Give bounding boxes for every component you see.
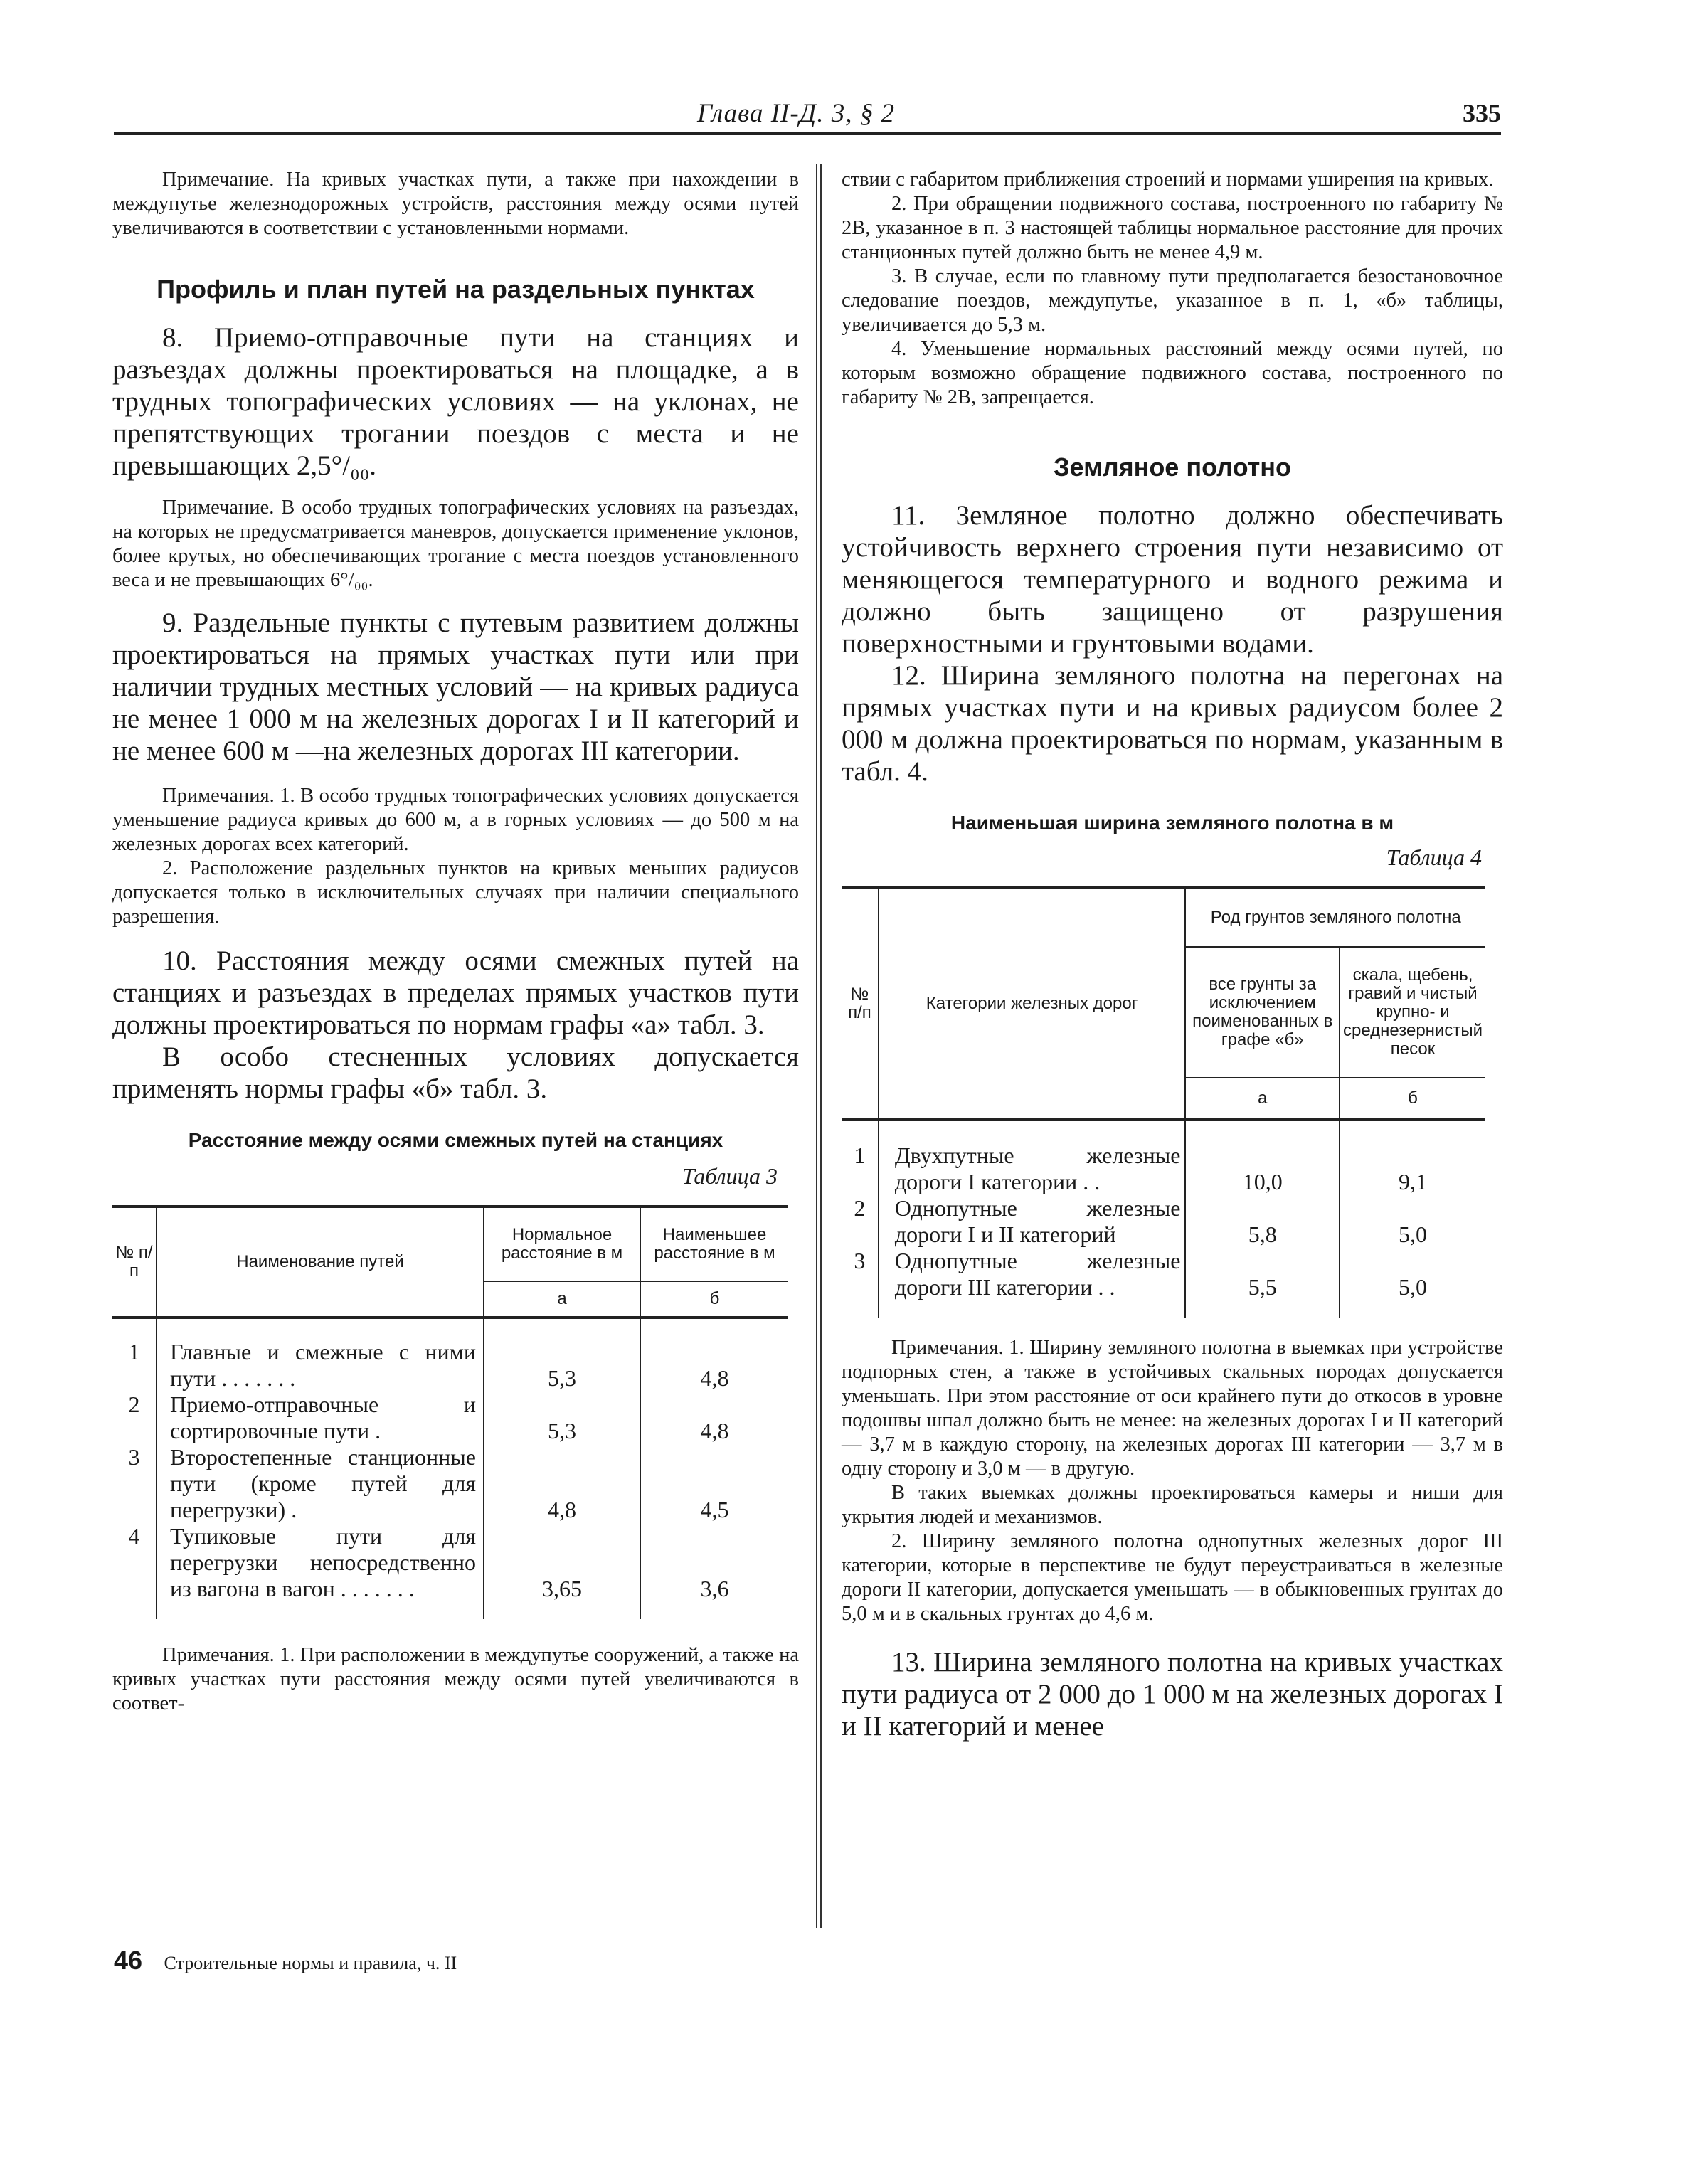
row-name: Главные и смежные с ними пути . . . . . . . — [157, 1339, 484, 1391]
row-value-a: 4,8 — [484, 1444, 640, 1523]
row-number: 4 — [112, 1523, 157, 1602]
clause-8: 8. Приемо-отправочные пути на станциях и разъездах должны проектироваться на площадке, а в трудных топографических условиях — на уклонах, не препятствующих трогании поездов с места и не превышающих 2,5°/₀₀. — [112, 322, 799, 481]
row-value-b: 5,0 — [1399, 1221, 1427, 1247]
note-clause-12-1b: В таких выемках должны проектироваться камеры и ниши для укрытия людей и механизмов. — [842, 1482, 1503, 1528]
clause-10-b: В особо стесненных условиях допускается применять нормы графы «б» табл. 3. — [112, 1041, 799, 1104]
row-value-b: 5,0 — [1399, 1274, 1427, 1300]
row-name: Тупиковые пути для перегрузки непосредственно из вагона в вагон . . . . . . . — [157, 1523, 484, 1602]
table-3-header-a: Нормальное расстояние в м — [484, 1207, 640, 1281]
row-value-a: 5,3 — [484, 1391, 640, 1444]
table-row — [112, 1523, 788, 1602]
table-4-header-a: все грунты за исключением поименованных в графе «б» — [1185, 947, 1340, 1078]
table-3-sub-a: а — [484, 1281, 640, 1318]
note-paragraph: Примечание. На кривых участках пути, а также при нахождении в междупутье железнодорожных устройств, расстояния между осями путей увеличиваются в соответствии с установленными нормами. — [112, 169, 799, 239]
note-clause-12-1: Примечания. 1. Ширину земляного полотна в выемках при устройстве подпорных стен, а также в устойчивых скальных породах допускается уменьшать. При этом расстояние от оси крайнего пути до откосов в уровне подошвы шпал должно быть не менее: на железных дорогах I и II категорий — 3,7 м в каждую сторону, на железных дорогах III категории — 3,7 м в одну сторону и 3,0 м — в другую. — [842, 1337, 1503, 1480]
note-clause-10-4: 4. Уменьшение нормальных расстояний между осями путей, по которым возможно обращение подвижного состава, построенного по габариту № 2В, запрещается. — [842, 338, 1503, 408]
note-clause-10: Примечания. 1. При расположении в междупутье сооружений, а также на кривых участках пути расстояния между осями путей увеличиваются в соответ- — [112, 1644, 799, 1714]
table-3-label: Таблица 3 — [682, 1163, 778, 1189]
row-name: Приемо-отправочные и сортировочные пути . — [157, 1391, 484, 1444]
row-name: Однопутные железные дороги III категории . . — [879, 1248, 1186, 1300]
footer-page-number: 46 — [114, 1946, 143, 1975]
row-number: 2 — [842, 1195, 879, 1248]
table-4-sub-b: б — [1408, 1088, 1418, 1108]
table-4-header-b: скала, щебень, гравий и чистый крупно- и среднезернистый песок — [1340, 947, 1485, 1078]
row-number: 3 — [842, 1248, 879, 1300]
table-row — [842, 1143, 1485, 1195]
table-row — [112, 1444, 788, 1523]
table-4-header-name: Категории железных дорог — [879, 888, 1186, 1120]
row-value-b: 4,5 — [700, 1497, 729, 1522]
section-heading: Профиль и план путей на раздельных пунктах — [157, 275, 755, 304]
row-number: 1 — [842, 1143, 879, 1195]
note-clause-9-2: 2. Расположение раздельных пунктов на кривых меньших радиусов допускается только в исключительных случаях при наличии специального разрешения. — [112, 857, 799, 928]
clause-11: 11. Земляное полотно должно обеспечивать устойчивость верхнего строения пути независимо от меняющегося температурного и водного режима и должно быть защищено от разрушения поверхностными и грунтовыми водами. — [842, 500, 1503, 659]
row-name: Однопутные железные дороги I и II категорий — [879, 1195, 1186, 1248]
page-footer — [114, 1946, 457, 1976]
table-4-label: Таблица 4 — [1386, 844, 1482, 870]
clause-12: 12. Ширина земляного полотна на перегонах на прямых участках пути и на кривых радиусом более 2 000 м должна проектироваться по нормам, указанным в табл. 4. — [842, 660, 1503, 787]
row-value-b: 4,8 — [700, 1418, 729, 1443]
table-4-title: Наименьшая ширина земляного полотна в м — [950, 812, 1394, 834]
header-rule — [114, 132, 1501, 135]
row-number: 3 — [112, 1444, 157, 1523]
row-value-a: 10,0 — [1185, 1143, 1340, 1195]
row-name: Двухпутные железные дороги I категории . . — [879, 1143, 1186, 1195]
table-3-header-name: Наименование путей — [157, 1207, 484, 1318]
row-value-a: 5,5 — [1185, 1248, 1340, 1300]
note-clause-10-3: 3. В случае, если по главному пути предполагается безостановочное следование поездов, междупутье, указанное в п. 1, «б» таблицы, увеличивается до 5,3 м. — [842, 265, 1503, 336]
row-value-b: 3,6 — [700, 1576, 729, 1601]
clause-9: 9. Раздельные пункты с путевым развитием должны проектироваться на прямых участках пути или при наличии трудных местных условий — на кривых радиуса не менее 1 000 м на железных дорогах I и II категорий и не менее 600 м —на железных дорогах III категории. — [112, 608, 799, 766]
row-value-b: 4,8 — [700, 1365, 729, 1391]
note-clause-9-1: Примечания. 1. В особо трудных топографических условиях допускается уменьшение радиуса кривых до 600 м, а в горных условиях — до 500 м на железных дорогах всех категорий. — [112, 785, 799, 855]
table-row — [842, 1248, 1485, 1300]
row-value-a: 5,3 — [484, 1339, 640, 1391]
row-number: 2 — [112, 1391, 157, 1444]
clause-13: 13. Ширина земляного полотна на кривых участках пути радиуса от 2 000 до 1 000 м на железных дорогах I и II категорий и менее — [842, 1647, 1503, 1742]
note-clause-8: Примечание. В особо трудных топографических условиях на разъездах, на которых не предусматривается маневров, допускается применение уклонов, более крутых, но обеспечивающих трогание с места поездов установленного веса и не превышающих 6°/₀₀. — [112, 497, 799, 591]
table-row — [112, 1339, 788, 1391]
running-title: Глава II-Д. 3, § 2 — [697, 99, 895, 128]
page-number: 335 — [1463, 99, 1501, 127]
page-header — [114, 98, 1501, 134]
note-continuation: ствии с габаритом приближения строений и нормами уширения на кривых. — [842, 169, 1494, 191]
table-3-sub-b: б — [709, 1289, 720, 1308]
table-row — [842, 1195, 1485, 1248]
row-name: Второстепенные станционные пути (кроме путей для перегрузки) . — [157, 1444, 484, 1523]
section-heading: Земляное полотно — [1053, 452, 1292, 482]
table-3-header-num: № п/п — [112, 1207, 157, 1318]
left-column — [112, 164, 799, 1716]
table-4-header-group: Род грунтов земляного полотна — [1185, 888, 1485, 947]
row-number: 1 — [112, 1339, 157, 1391]
table-row — [112, 1391, 788, 1444]
table-4 — [842, 886, 1485, 1318]
note-clause-12-2: 2. Ширину земляного полотна однопутных железных дорог III категории, которые в перспективе не будут переустраиваться в железные дороги II категории, допускается уменьшать — в обыкновенных грунтах до 5,0 м и в скальных грунтах до 4,6 м. — [842, 1530, 1503, 1625]
clause-10: 10. Расстояния между осями смежных путей на станциях и разъездах в пределах прямых участков пути должны проектироваться по нормам графы «а» табл. 3. — [112, 945, 799, 1040]
note-clause-10-2: 2. При обращении подвижного состава, построенного по габариту № 2В, указанное в п. 3 настоящей таблицы нормальное расстояние для прочих станционных путей должно быть не менее 4,9 м. — [842, 193, 1503, 263]
row-value-b: 9,1 — [1399, 1169, 1427, 1194]
table-4-sub-a: а — [1185, 1078, 1340, 1120]
table-3 — [112, 1205, 788, 1619]
row-value-a: 3,65 — [484, 1523, 640, 1602]
footer-text: Строительные нормы и правила, ч. II — [164, 1953, 457, 1973]
column-divider — [816, 164, 822, 1928]
table-3-header-b: Наименьшее расстояние в м — [640, 1207, 788, 1281]
table-3-title: Расстояние между осями смежных путей на станциях — [188, 1129, 723, 1151]
right-column — [842, 164, 1503, 1742]
row-value-a: 5,8 — [1185, 1195, 1340, 1248]
table-4-header-num: № п/п — [842, 888, 879, 1120]
